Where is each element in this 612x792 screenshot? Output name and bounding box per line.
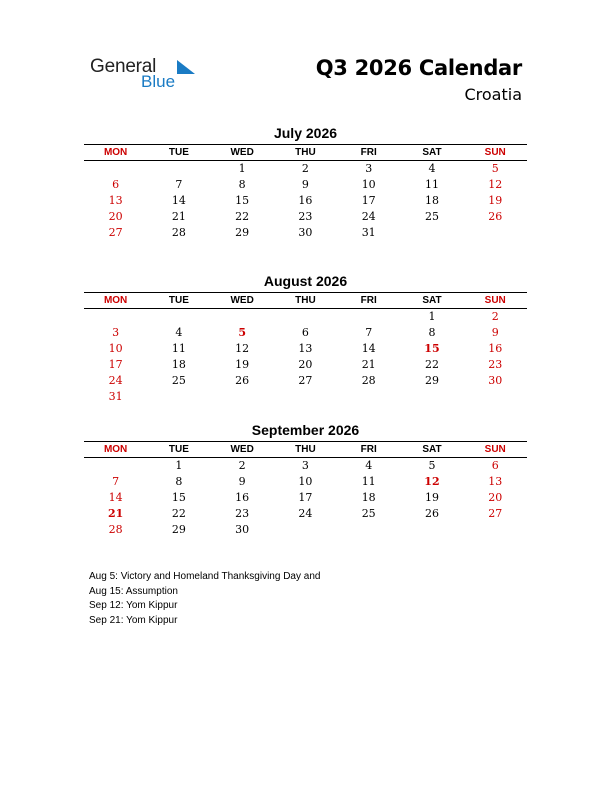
page-title: Q3 2026 Calendar <box>315 56 522 80</box>
day-cell: 25 <box>424 210 439 223</box>
week-row <box>84 458 527 474</box>
holiday-note: Sep 21: Yom Kippur <box>89 614 178 626</box>
empty-day-cell <box>147 309 210 325</box>
day-cell: 7 <box>112 475 120 488</box>
day-cell: 1 <box>175 459 183 472</box>
month-august <box>84 273 527 405</box>
day-cell: 24 <box>361 210 376 223</box>
day-cell: 16 <box>488 342 503 355</box>
weekday-wed: WED <box>230 147 254 158</box>
day-cell: 16 <box>235 491 250 504</box>
empty-day-cell <box>84 161 147 177</box>
weekday-sun: SUN <box>484 444 506 455</box>
day-cell: 30 <box>235 523 250 536</box>
empty-day-cell <box>84 309 147 325</box>
day-cell: 3 <box>365 162 373 175</box>
logo <box>90 56 200 96</box>
empty-day-cell <box>464 522 527 538</box>
day-cell: 29 <box>424 374 439 387</box>
day-cell: 28 <box>171 226 186 239</box>
empty-day-cell <box>274 522 337 538</box>
week-row <box>84 341 527 357</box>
week-row <box>84 161 527 177</box>
empty-day-cell <box>337 389 400 405</box>
weekday-fri: FRI <box>360 444 377 455</box>
logo-triangle-icon <box>177 60 195 74</box>
weekday-mon: MON <box>103 444 128 455</box>
day-cell: 8 <box>428 326 436 339</box>
day-cell: 20 <box>108 210 123 223</box>
day-cell: 2 <box>238 459 246 472</box>
month-name: July 2026 <box>273 125 338 141</box>
day-cell: 10 <box>108 342 123 355</box>
day-cell: 24 <box>298 507 313 520</box>
holiday-notes <box>89 570 320 628</box>
day-cell: 27 <box>488 507 503 520</box>
empty-day-cell <box>147 389 210 405</box>
day-cell: 21 <box>361 358 376 371</box>
weekday-thu: THU <box>295 444 316 455</box>
day-cell: 18 <box>424 194 439 207</box>
country-name: Croatia <box>464 85 522 104</box>
day-cell: 15 <box>235 194 250 207</box>
week-row <box>84 389 527 405</box>
day-cell: 11 <box>171 342 186 355</box>
holiday-note: Aug 5: Victory and Homeland Thanksgiving Day and <box>89 571 321 582</box>
weekday-sat: SAT <box>422 147 442 158</box>
day-cell: 26 <box>488 210 503 223</box>
day-cell: 21 <box>171 210 186 223</box>
day-cell: 26 <box>235 374 250 387</box>
day-cell: 1 <box>428 310 436 323</box>
week-row <box>84 209 527 225</box>
empty-day-cell <box>84 458 147 474</box>
day-cell: 5 <box>428 459 436 472</box>
day-cell: 22 <box>171 507 186 520</box>
day-cell: 22 <box>235 210 250 223</box>
day-cell: 9 <box>301 178 309 191</box>
day-cell: 15 <box>171 491 186 504</box>
day-cell: 13 <box>488 475 503 488</box>
day-cell: 21 <box>107 507 124 520</box>
day-cell: 17 <box>298 491 313 504</box>
day-cell: 8 <box>175 475 183 488</box>
day-cell: 19 <box>424 491 439 504</box>
day-cell: 23 <box>235 507 250 520</box>
empty-day-cell <box>147 161 210 177</box>
day-cell: 10 <box>361 178 376 191</box>
empty-day-cell <box>211 309 274 325</box>
day-cell: 12 <box>235 342 250 355</box>
day-cell: 11 <box>361 475 376 488</box>
weekday-thu: THU <box>295 295 316 306</box>
week-row <box>84 309 527 325</box>
day-cell: 18 <box>171 358 186 371</box>
weekday-wed: WED <box>230 444 254 455</box>
day-cell: 14 <box>361 342 376 355</box>
day-cell: 6 <box>301 326 309 339</box>
day-cell: 12 <box>424 475 440 488</box>
week-row <box>84 490 527 506</box>
week-row <box>84 357 527 373</box>
day-cell: 2 <box>491 310 499 323</box>
week-row <box>84 325 527 341</box>
week-row <box>84 522 527 538</box>
day-cell: 4 <box>365 459 373 472</box>
weekday-wed: WED <box>230 295 254 306</box>
month-july <box>84 125 527 241</box>
day-cell: 25 <box>361 507 376 520</box>
day-cell: 9 <box>238 475 246 488</box>
weekday-fri: FRI <box>360 295 377 306</box>
day-cell: 28 <box>108 523 123 536</box>
month-name: September 2026 <box>251 422 360 438</box>
weekday-fri: FRI <box>360 147 377 158</box>
day-cell: 29 <box>235 226 250 239</box>
month-september <box>84 422 527 538</box>
day-cell: 14 <box>171 194 186 207</box>
weekday-tue: TUE <box>168 444 189 455</box>
day-cell: 9 <box>491 326 499 339</box>
weekday-sat: SAT <box>422 444 442 455</box>
weekday-tue: TUE <box>168 295 189 306</box>
weekday-sun: SUN <box>484 295 506 306</box>
weekday-header-row <box>84 145 527 160</box>
day-cell: 27 <box>298 374 313 387</box>
day-cell: 4 <box>175 326 183 339</box>
day-cell: 1 <box>238 162 246 175</box>
weekday-thu: THU <box>295 147 316 158</box>
day-cell: 23 <box>488 358 503 371</box>
day-cell: 17 <box>361 194 376 207</box>
empty-day-cell <box>211 389 274 405</box>
empty-day-cell <box>400 389 463 405</box>
day-cell: 5 <box>491 162 499 175</box>
day-cell: 11 <box>424 178 439 191</box>
day-cell: 12 <box>488 178 503 191</box>
week-row <box>84 373 527 389</box>
empty-day-cell <box>464 389 527 405</box>
weekday-header-row <box>84 293 527 308</box>
holiday-note: Aug 15: Assumption <box>89 585 178 597</box>
month-name: August 2026 <box>263 273 348 289</box>
day-cell: 30 <box>488 374 503 387</box>
day-cell: 10 <box>298 475 313 488</box>
weekday-header-row <box>84 442 527 457</box>
day-cell: 6 <box>491 459 499 472</box>
empty-day-cell <box>337 309 400 325</box>
day-cell: 14 <box>108 491 123 504</box>
weekday-mon: MON <box>103 147 128 158</box>
empty-day-cell <box>464 225 527 241</box>
day-cell: 31 <box>361 226 376 239</box>
day-cell: 13 <box>108 194 123 207</box>
day-cell: 27 <box>108 226 123 239</box>
day-cell: 17 <box>108 358 123 371</box>
week-row <box>84 506 527 522</box>
day-cell: 2 <box>301 162 309 175</box>
day-cell: 22 <box>424 358 439 371</box>
day-cell: 20 <box>488 491 503 504</box>
weekday-mon: MON <box>103 295 128 306</box>
empty-day-cell <box>400 522 463 538</box>
day-cell: 3 <box>301 459 309 472</box>
logo-word-general: General <box>90 56 157 77</box>
weekday-sat: SAT <box>422 295 442 306</box>
day-cell: 4 <box>428 162 436 175</box>
day-cell: 16 <box>298 194 313 207</box>
week-row <box>84 177 527 193</box>
holiday-note: Sep 12: Yom Kippur <box>89 600 178 611</box>
empty-day-cell <box>337 522 400 538</box>
logo-word-blue: Blue <box>141 72 176 91</box>
day-cell: 18 <box>361 491 376 504</box>
day-cell: 31 <box>108 390 123 403</box>
day-cell: 29 <box>171 523 186 536</box>
day-cell: 19 <box>488 194 503 207</box>
day-cell: 13 <box>298 342 313 355</box>
day-cell: 19 <box>235 358 250 371</box>
day-cell: 26 <box>424 507 439 520</box>
day-cell: 28 <box>361 374 376 387</box>
day-cell: 8 <box>238 178 246 191</box>
weekday-sun: SUN <box>484 147 506 158</box>
week-row <box>84 193 527 209</box>
weekday-tue: TUE <box>168 147 189 158</box>
day-cell: 24 <box>108 374 123 387</box>
day-cell: 30 <box>298 226 313 239</box>
day-cell: 6 <box>112 178 120 191</box>
day-cell: 20 <box>298 358 313 371</box>
day-cell: 3 <box>112 326 120 339</box>
day-cell: 7 <box>175 178 183 191</box>
empty-day-cell <box>274 389 337 405</box>
day-cell: 5 <box>238 326 246 339</box>
day-cell: 15 <box>424 342 440 355</box>
week-row <box>84 474 527 490</box>
empty-day-cell <box>400 225 463 241</box>
day-cell: 25 <box>171 374 186 387</box>
week-row <box>84 225 527 241</box>
day-cell: 7 <box>365 326 373 339</box>
empty-day-cell <box>274 309 337 325</box>
day-cell: 23 <box>298 210 313 223</box>
